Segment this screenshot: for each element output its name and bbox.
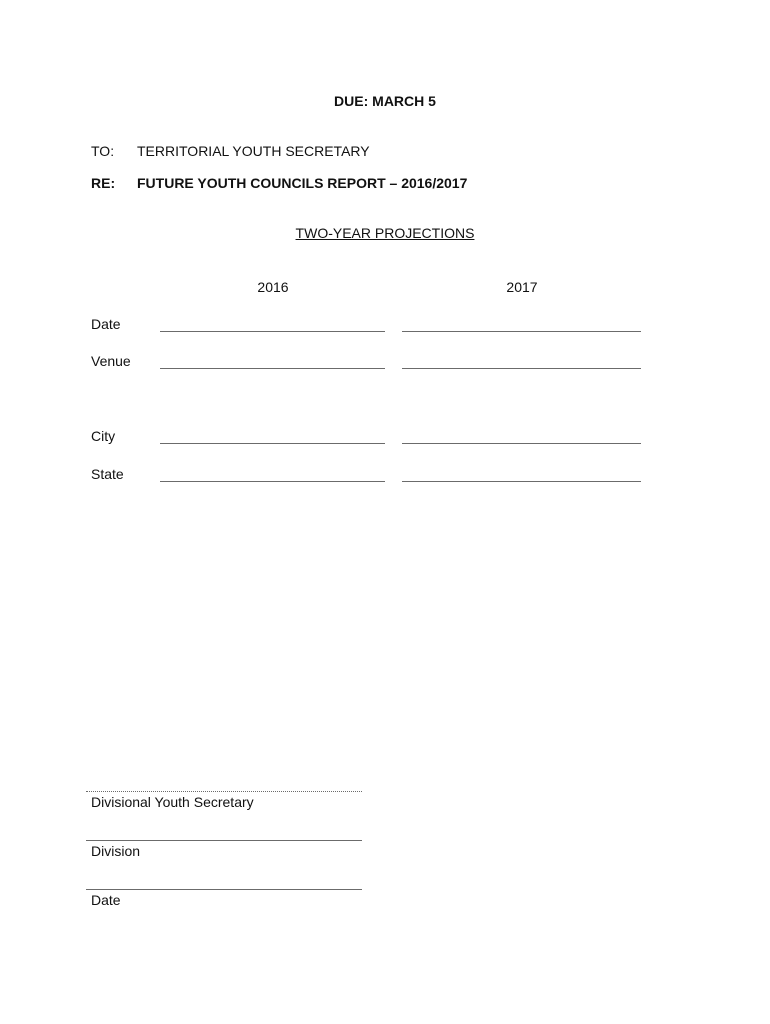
to-label: TO: [91, 143, 115, 159]
re-label: RE: [91, 175, 116, 191]
city-label: City [91, 428, 116, 444]
venue-2017-field[interactable] [402, 368, 641, 369]
division-label: Division [91, 843, 141, 859]
state-2016-field[interactable] [160, 481, 385, 482]
date-2016-field[interactable] [160, 331, 385, 332]
state-label: State [91, 466, 124, 482]
year-2016-header: 2016 [257, 279, 289, 295]
divisional-youth-secretary-signature-line[interactable] [86, 791, 362, 792]
due-date: DUE: MARCH 5 [334, 93, 436, 109]
date-label: Date [91, 316, 121, 332]
to-recipient: TERRITORIAL YOUTH SECRETARY [137, 143, 370, 159]
venue-label: Venue [91, 353, 131, 369]
divisional-youth-secretary-label: Divisional Youth Secretary [91, 794, 254, 810]
venue-2016-field[interactable] [160, 368, 385, 369]
state-2017-field[interactable] [402, 481, 641, 482]
signature-date-line[interactable] [86, 889, 362, 890]
re-subject: FUTURE YOUTH COUNCILS REPORT – 2016/2017 [137, 175, 468, 191]
date-2017-field[interactable] [402, 331, 641, 332]
city-2017-field[interactable] [402, 443, 641, 444]
signature-date-label: Date [91, 892, 121, 908]
division-signature-line[interactable] [86, 840, 362, 841]
projections-title: TWO-YEAR PROJECTIONS [295, 225, 475, 241]
year-2017-header: 2017 [506, 279, 538, 295]
city-2016-field[interactable] [160, 443, 385, 444]
